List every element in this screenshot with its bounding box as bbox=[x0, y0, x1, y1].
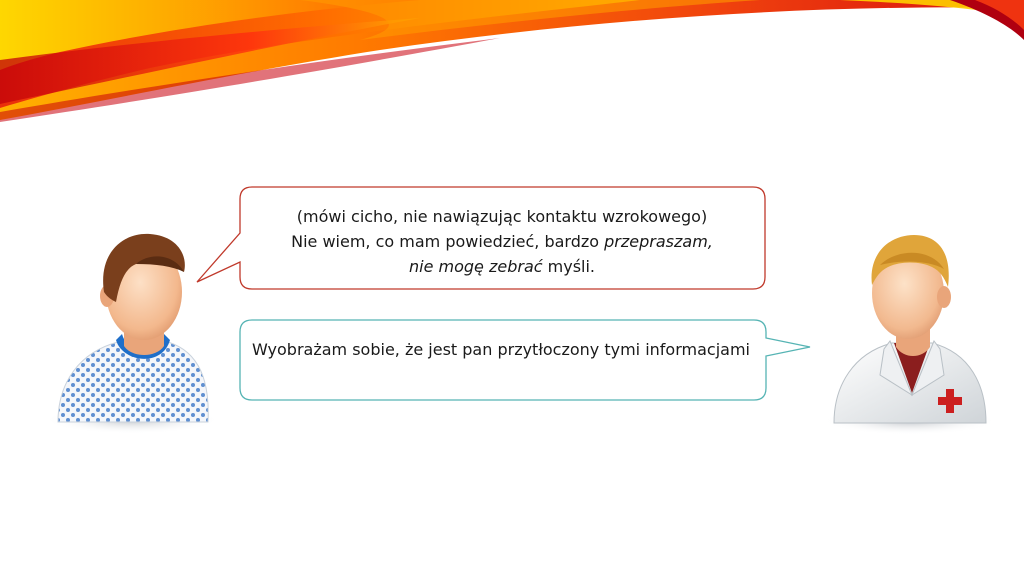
patient-line-3: nie mogę zebrać myśli. bbox=[408, 257, 595, 276]
doctor-avatar-icon bbox=[820, 225, 1000, 440]
stage-direction: (mówi cicho, nie nawiązując kontaktu wzrokowego) bbox=[296, 207, 708, 226]
flame-banner bbox=[0, 0, 1024, 125]
patient-line-2: Nie wiem, co mam powiedzieć, bardzo przepraszam, bbox=[291, 232, 713, 251]
patient-avatar-icon bbox=[40, 222, 225, 437]
patient-speech-text bbox=[242, 204, 762, 279]
doctor-speech-text: Wyobrażam sobie, że jest pan przytłoczony tymi informacjami bbox=[252, 340, 750, 359]
